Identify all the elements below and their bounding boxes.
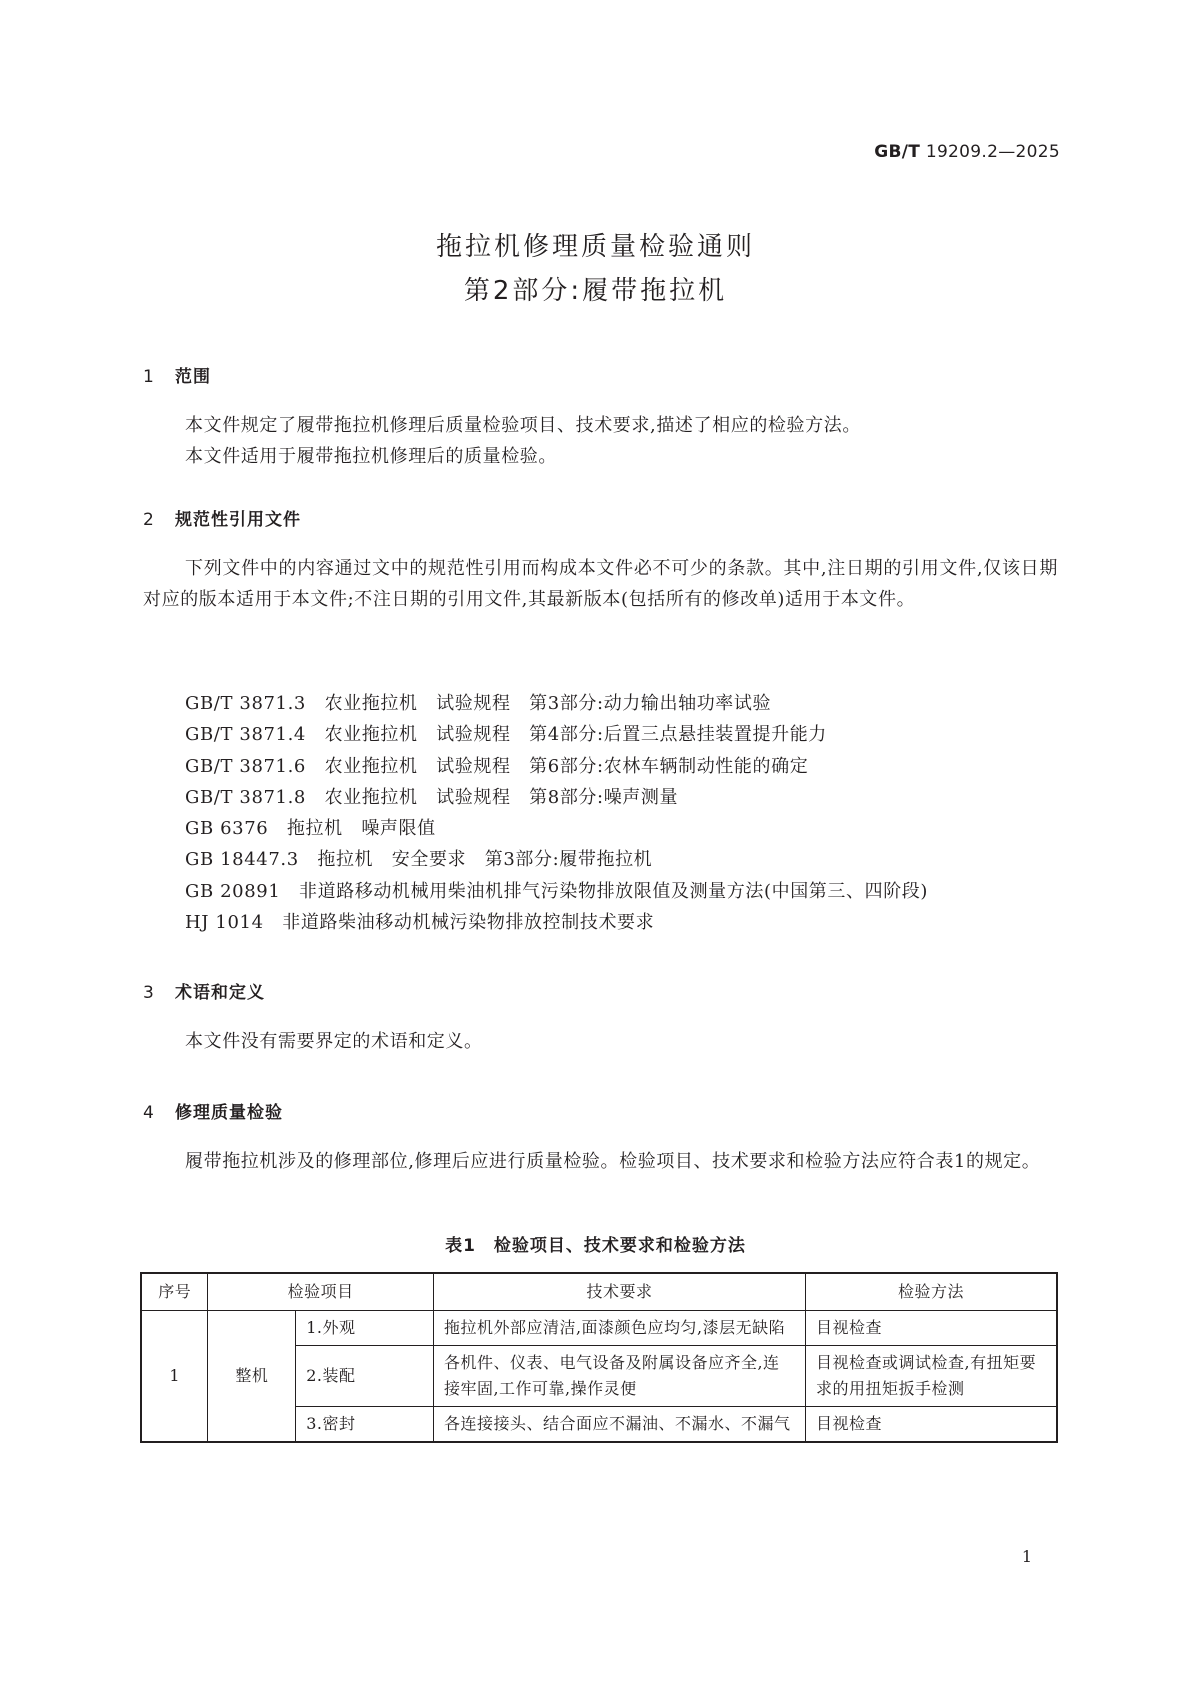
section-2-paragraph: 下列文件中的内容通过文中的规范性引用而构成本文件必不可少的条款。其中,注日期的引用文件,仅该日期对应的版本适用于本文件;不注日期的引用文件,其最新版本(包括所有的修改单)适用于本文件。 bbox=[143, 558, 1058, 610]
section-1-paragraph: 本文件规定了履带拖拉机修理后质量检验项目、技术要求,描述了相应的检验方法。 bbox=[185, 415, 861, 436]
normative-reference-list bbox=[185, 688, 928, 938]
reference-item: GB/T 3871.4 农业拖拉机 试验规程 第4部分:后置三点悬挂装置提升能力 bbox=[185, 724, 827, 746]
section-title: 范围 bbox=[175, 367, 211, 387]
document-subtitle: 第2部分:履带拖拉机 bbox=[463, 276, 728, 306]
cell-method: 目视检查或调试检查,有扭矩要求的用扭矩扳手检测 bbox=[806, 1346, 1057, 1407]
cell-category: 整机 bbox=[208, 1311, 296, 1443]
header-requirement: 技术要求 bbox=[433, 1273, 805, 1311]
page-number: 1 bbox=[1021, 1547, 1032, 1566]
section-1-paragraph: 本文件适用于履带拖拉机修理后的质量检验。 bbox=[185, 446, 557, 467]
cell-subitem: 3.密封 bbox=[296, 1407, 434, 1443]
standard-code bbox=[874, 142, 1060, 162]
cell-subitem: 1.外观 bbox=[296, 1311, 434, 1346]
section-number: 1 bbox=[143, 367, 155, 387]
table-caption: 表1 检验项目、技术要求和检验方法 bbox=[445, 1236, 746, 1256]
section-1-heading bbox=[143, 362, 211, 387]
table-row bbox=[141, 1311, 1057, 1346]
reference-item: GB/T 3871.3 农业拖拉机 试验规程 第3部分:动力输出轴功率试验 bbox=[185, 693, 772, 714]
header-item: 检验项目 bbox=[208, 1273, 434, 1311]
section-2-heading bbox=[143, 505, 301, 530]
cell-seq: 1 bbox=[141, 1311, 208, 1443]
section-4-heading bbox=[143, 1098, 283, 1123]
cell-requirement: 各连接接头、结合面应不漏油、不漏水、不漏气 bbox=[433, 1407, 805, 1443]
section-4-paragraph: 履带拖拉机涉及的修理部位,修理后应进行质量检验。检验项目、技术要求和检验方法应符合表1的规定。 bbox=[185, 1151, 1041, 1172]
section-title: 术语和定义 bbox=[175, 983, 265, 1003]
header-seq: 序号 bbox=[141, 1273, 208, 1311]
section-title: 规范性引用文件 bbox=[175, 510, 301, 530]
header-method: 检验方法 bbox=[806, 1273, 1057, 1311]
section-number: 2 bbox=[143, 510, 155, 530]
reference-item: GB/T 3871.6 农业拖拉机 试验规程 第6部分:农林车辆制动性能的确定 bbox=[185, 755, 809, 777]
cell-requirement: 各机件、仪表、电气设备及附属设备应齐全,连接牢固,工作可靠,操作灵便 bbox=[433, 1346, 805, 1407]
reference-item: GB 20891 非道路移动机械用柴油机排气污染物排放限值及测量方法(中国第三、四阶段) bbox=[185, 880, 929, 902]
section-number: 3 bbox=[143, 983, 155, 1003]
reference-item: GB 6376 拖拉机 噪声限值 bbox=[185, 818, 436, 840]
table-header-row bbox=[141, 1273, 1057, 1311]
standard-prefix: GB/T bbox=[874, 142, 921, 162]
section-number: 4 bbox=[143, 1103, 155, 1123]
cell-method: 目视检查 bbox=[806, 1407, 1057, 1443]
document-title: 拖拉机修理质量检验通则 bbox=[435, 232, 755, 262]
section-title: 修理质量检验 bbox=[175, 1103, 283, 1123]
section-3-paragraph: 本文件没有需要界定的术语和定义。 bbox=[185, 1031, 483, 1052]
reference-item: HJ 1014 非道路柴油移动机械污染物排放控制技术要求 bbox=[185, 912, 655, 934]
cell-method: 目视检查 bbox=[806, 1311, 1057, 1346]
standard-number: 19209.2—2025 bbox=[920, 142, 1060, 162]
cell-requirement: 拖拉机外部应清洁,面漆颜色应均匀,漆层无缺陷 bbox=[433, 1311, 805, 1346]
section-3-heading bbox=[143, 978, 265, 1003]
cell-subitem: 2.装配 bbox=[296, 1346, 434, 1407]
reference-item: GB/T 3871.8 农业拖拉机 试验规程 第8部分:噪声测量 bbox=[185, 786, 679, 808]
reference-item: GB 18447.3 拖拉机 安全要求 第3部分:履带拖拉机 bbox=[185, 849, 653, 871]
inspection-table bbox=[140, 1272, 1058, 1443]
